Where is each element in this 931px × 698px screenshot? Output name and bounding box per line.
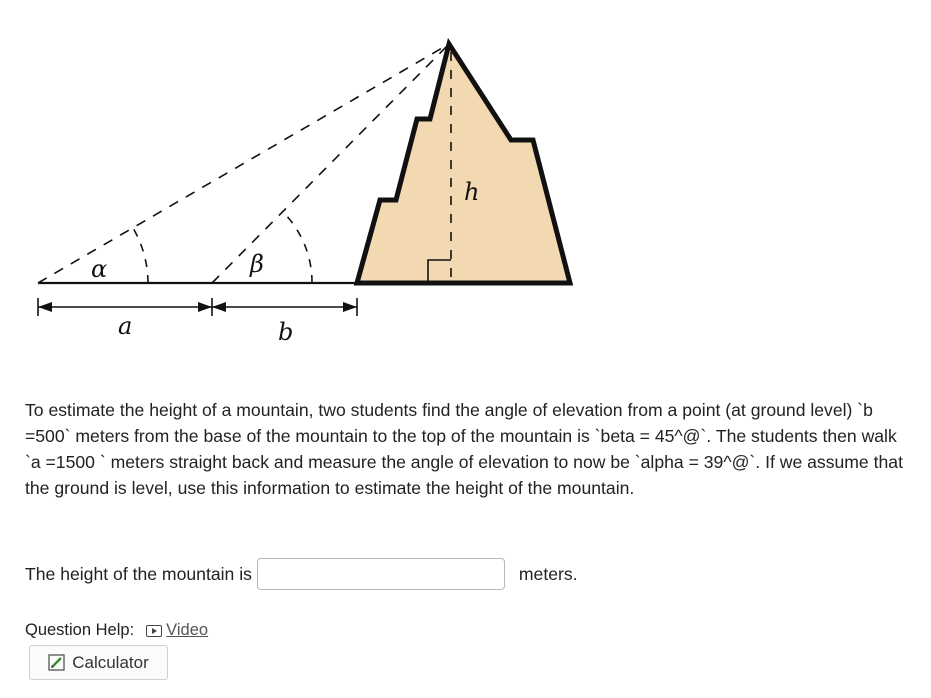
- problem-text: To estimate the height of a mountain, two students find the angle of elevation from a point (at ground level) `b =500` meters from the base of the mountain to the top of the mountain is `beta = 45^@`. The students then walk `a =1500 ` meters straight back and measure the angle of elevation to now be `alpha = 39^@`. If we assume that the ground is level, use this information to estimate the height of the mountain.: [25, 400, 903, 498]
- video-link-label: Video: [166, 621, 209, 639]
- mountain-shape: [357, 44, 570, 283]
- dimension-b: [212, 298, 357, 316]
- pencil-icon: [48, 654, 65, 671]
- answer-prefix: The height of the mountain is: [25, 563, 252, 584]
- alpha-arc: [133, 228, 148, 283]
- video-link[interactable]: [146, 621, 208, 640]
- beta-label: β: [250, 250, 264, 278]
- answer-row: [25, 555, 578, 593]
- h-label: h: [464, 178, 480, 206]
- b-label: b: [278, 318, 294, 346]
- question-help: [25, 621, 208, 640]
- calculator-label: Calculator: [72, 652, 149, 672]
- alpha-label: α: [91, 255, 108, 283]
- video-icon: [146, 625, 162, 637]
- question-help-label: Question Help:: [25, 621, 135, 639]
- answer-suffix: meters.: [518, 563, 578, 584]
- answer-input[interactable]: [257, 558, 505, 590]
- calculator-button[interactable]: [29, 645, 168, 680]
- beta-arc: [283, 212, 312, 283]
- a-label: a: [118, 312, 133, 340]
